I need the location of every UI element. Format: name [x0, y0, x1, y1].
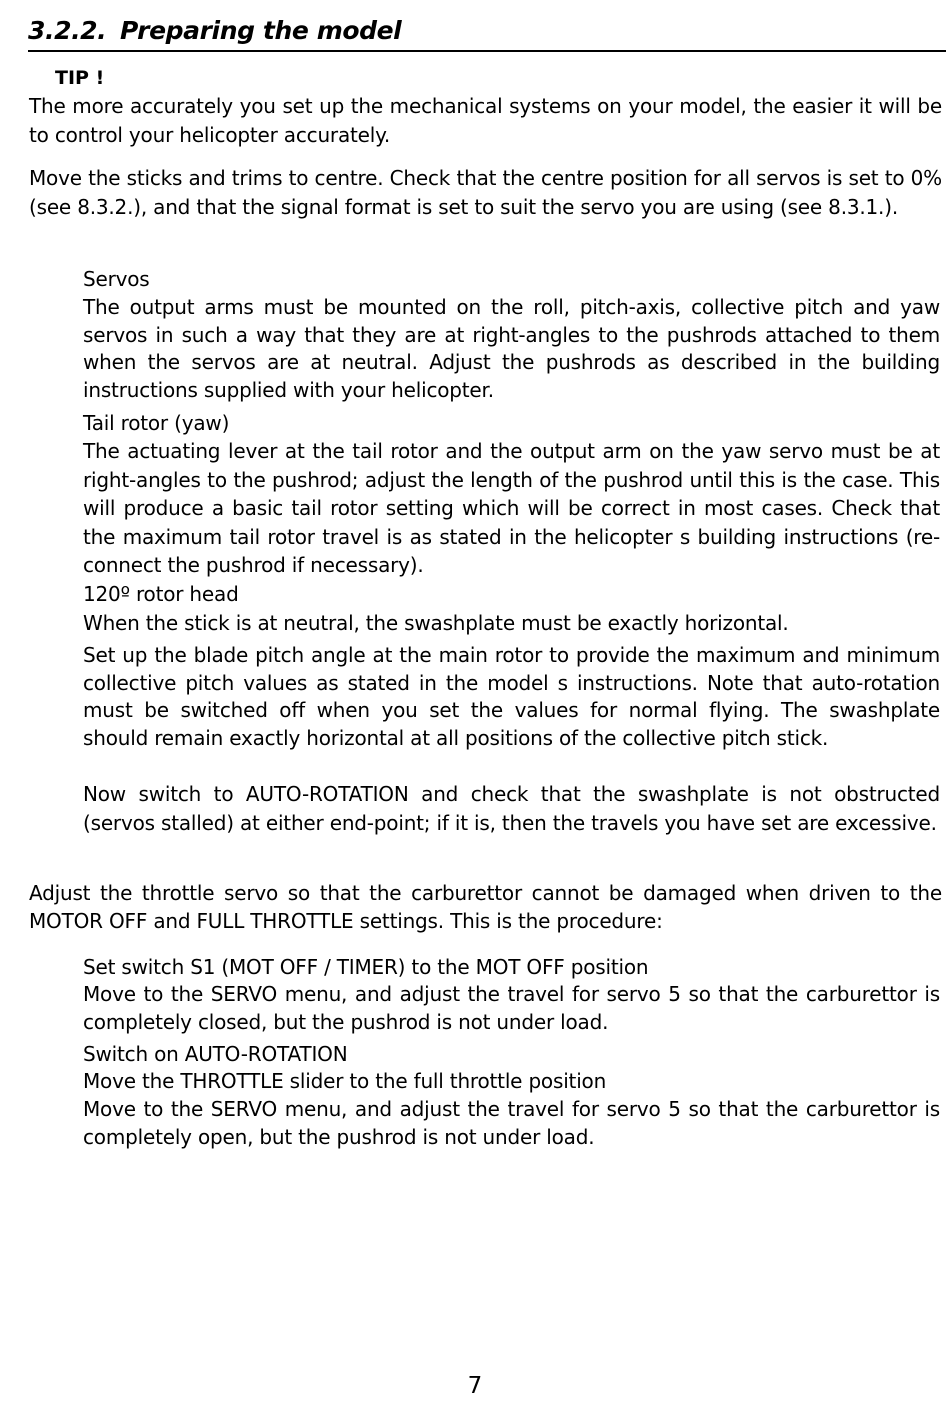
servos-paragraph: The output arms must be mounted on the roll, pitch-axis, collective pitch and yaw servos in such a way that they are at right-angles to the pushrods attached to them when the servos are at neutral. Adjust the pushrods as described in the building instructions supplied with your helicopter. [83, 295, 940, 402]
tip-label: TIP ! [55, 67, 105, 89]
tail-rotor-heading: Tail rotor (yaw) [83, 411, 230, 435]
servos-heading: Servos [83, 267, 150, 291]
section-title: Preparing the model [120, 16, 402, 45]
throttle-intro-paragraph: Adjust the throttle servo so that the carburettor cannot be damaged when driven to the MOTOR OFF and FULL THROTTLE settings. This is the procedure: [29, 881, 942, 933]
throttle-step-5: Move to the SERVO menu, and adjust the travel for servo 5 so that the carburettor is completely open, but the pushrod is not under load. [83, 1097, 940, 1149]
rotor-head-auto-paragraph: Now switch to AUTO-ROTATION and check that the swashplate is not obstructed (servos stalled) at either end-point; if it is, then the travels you have set are excessive. [83, 782, 940, 835]
section-heading [28, 14, 946, 52]
tail-rotor-paragraph: The actuating lever at the tail rotor and the output arm on the yaw servo must be at right-angles to the pushrod; adjust the length of the pushrod until this is the case. This will produce a basic tail rotor setting which will be correct in most cases. Check that the maximum tail rotor travel is as stated in the helicopter s building instructions (re-connect the pushrod if necessary). [83, 439, 940, 577]
rotor-head-heading: 120º rotor head [83, 582, 239, 606]
rotor-head-pitch-paragraph: Set up the blade pitch angle at the main rotor to provide the maximum and minimum collective pitch values as stated in the model s instructions. Note that auto-rotation must be switched off when you set the values for normal flying. The swashplate should remain exactly horizontal at all positions of the collective pitch stick. [83, 643, 940, 750]
centre-paragraph: Move the sticks and trims to centre. Check that the centre position for all servos is set to 0% (see 8.3.2.), and that the signal format is set to suit the servo you are using (see 8.3.1.). [29, 166, 942, 219]
throttle-step-1: Set switch S1 (MOT OFF / TIMER) to the MOT OFF position [83, 955, 649, 979]
section-number: 3.2.2. [28, 16, 107, 45]
rotor-head-neutral-text: When the stick is at neutral, the swashplate must be exactly horizontal. [83, 611, 789, 635]
throttle-step-4: Move the THROTTLE slider to the full throttle position [83, 1069, 607, 1093]
page-number: 7 [467, 1373, 483, 1399]
tip-paragraph: The more accurately you set up the mechanical systems on your model, the easier it will be to control your helicopter accurately. [29, 94, 942, 147]
throttle-step-2: Move to the SERVO menu, and adjust the travel for servo 5 so that the carburettor is completely closed, but the pushrod is not under load. [83, 982, 940, 1034]
throttle-step-3: Switch on AUTO-ROTATION [83, 1042, 348, 1066]
